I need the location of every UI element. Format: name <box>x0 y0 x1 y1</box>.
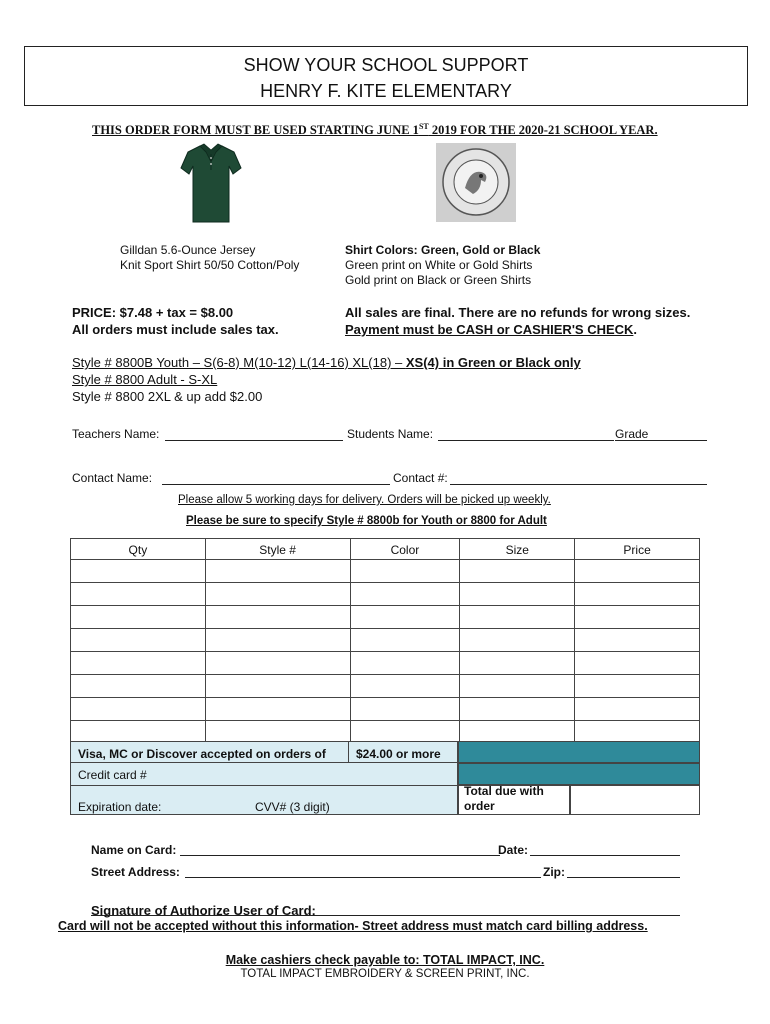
payable-note: Make cashiers check payable to: TOTAL IMPACT, INC. <box>225 953 545 967</box>
color-cell[interactable] <box>350 629 460 652</box>
size-cell[interactable] <box>460 606 575 629</box>
shirt-colors-title: Shirt Colors: Green, Gold or Black <box>345 243 541 257</box>
qty-cell[interactable] <box>71 583 206 606</box>
price-line-2: All orders must include sales tax. <box>72 322 279 337</box>
header-size: Size <box>460 539 575 560</box>
total-label <box>464 784 544 814</box>
price-cell[interactable] <box>575 583 700 606</box>
table-row <box>71 698 700 721</box>
visa-cell-divider <box>348 741 349 763</box>
product-description <box>120 243 299 273</box>
table-row <box>71 583 700 606</box>
contact-number-label: Contact #: <box>393 471 448 485</box>
price-line-1: PRICE: $7.48 + tax = $8.00 <box>72 305 234 320</box>
zip-label: Zip: <box>543 865 565 879</box>
students-label: Students Name: <box>347 427 434 441</box>
title-line-2: HENRY F. KITE ELEMENTARY <box>260 81 512 101</box>
title-line-1: SHOW YOUR SCHOOL SUPPORT <box>243 55 529 75</box>
qty-cell[interactable] <box>71 629 206 652</box>
style-list <box>72 354 581 405</box>
signature-field[interactable] <box>91 915 680 916</box>
color-cell[interactable] <box>350 583 460 606</box>
grade-label: Grade <box>615 427 649 441</box>
name-on-card-field[interactable] <box>180 855 500 856</box>
table-header-row <box>71 539 700 560</box>
size-cell[interactable] <box>460 629 575 652</box>
header-style: Style # <box>205 539 350 560</box>
total-line-1: Total due with <box>464 784 544 798</box>
style-youth-sizes: Style # 8800B Youth – S(6-8) M(10-12) L(14-16) XL(18) – <box>72 355 406 370</box>
style-cell[interactable] <box>205 629 350 652</box>
zip-field[interactable] <box>567 877 680 878</box>
style-youth-xs: XS(4) in Green or Black only <box>405 355 581 370</box>
shirt-colors-line-3: Gold print on Black or Green Shirts <box>345 273 532 287</box>
table-row <box>71 652 700 675</box>
size-cell[interactable] <box>460 698 575 721</box>
price-cell[interactable] <box>575 629 700 652</box>
company-name: TOTAL IMPACT EMBROIDERY & SCREEN PRINT, INC. <box>240 968 530 980</box>
school-logo <box>436 143 516 222</box>
polo-shirt-image <box>180 142 242 224</box>
style-2xl: Style # 8800 2XL & up add $2.00 <box>72 389 263 404</box>
color-cell[interactable] <box>350 652 460 675</box>
contact-name-field[interactable] <box>162 484 390 485</box>
signature-label: Signature of Authorize User of Card: <box>91 903 316 918</box>
street-address-field[interactable] <box>185 877 541 878</box>
color-cell[interactable] <box>350 675 460 698</box>
terms-block <box>345 304 690 338</box>
table-row <box>71 606 700 629</box>
total-line-2: order <box>464 799 495 813</box>
shirt-colors <box>345 243 540 288</box>
card-warning: Card will not be accepted without this information- Street address must match card billing address. <box>58 919 648 933</box>
teachers-label: Teachers Name: <box>72 427 160 441</box>
header-color: Color <box>350 539 460 560</box>
size-cell[interactable] <box>460 583 575 606</box>
date-label: Date: <box>498 843 529 857</box>
terms-line-1: All sales are final. There are no refunds for wrong sizes. <box>345 305 691 320</box>
table-row <box>71 629 700 652</box>
product-line-1: Gilldan 5.6-Ounce Jersey <box>120 243 256 257</box>
style-cell[interactable] <box>205 675 350 698</box>
qty-cell[interactable] <box>71 652 206 675</box>
price-cell[interactable] <box>575 652 700 675</box>
header-price: Price <box>575 539 700 560</box>
credit-card-label: Credit card # <box>78 768 147 782</box>
qty-cell[interactable] <box>71 675 206 698</box>
table-row <box>71 675 700 698</box>
price-cell[interactable] <box>575 606 700 629</box>
school-logo-graphic <box>437 144 515 221</box>
style-adult: Style # 8800 Adult - S-XL <box>72 372 218 387</box>
total-amount-field[interactable] <box>570 785 700 815</box>
style-cell[interactable] <box>205 560 350 583</box>
size-cell[interactable] <box>460 560 575 583</box>
color-cell[interactable] <box>350 698 460 721</box>
delivery-note: Please allow 5 working days for delivery. Orders will be picked up weekly. <box>178 494 551 506</box>
price-cell[interactable] <box>575 675 700 698</box>
title-box <box>24 46 748 106</box>
notice-sup: ST <box>418 122 429 131</box>
visa-minimum: $24.00 or more <box>356 747 441 761</box>
street-address-label: Street Address: <box>91 865 180 879</box>
price-block <box>72 304 279 338</box>
expiration-label: Expiration date: <box>78 800 162 814</box>
qty-cell[interactable] <box>71 698 206 721</box>
notice-text <box>92 122 658 138</box>
contact-number-field[interactable] <box>450 484 707 485</box>
qty-cell[interactable] <box>71 606 206 629</box>
payment-method: Payment must be CASH or CASHIER'S CHECK <box>345 322 634 337</box>
header-qty: Qty <box>71 539 206 560</box>
teal-block-1 <box>458 741 700 763</box>
terms-line-2 <box>345 321 690 338</box>
teachers-name-field[interactable] <box>165 440 343 441</box>
order-table <box>70 538 700 744</box>
style-youth <box>72 354 581 371</box>
specify-note: Please be sure to specify Style # 8800b for Youth or 8800 for Adult <box>186 515 547 527</box>
price-cell[interactable] <box>575 560 700 583</box>
qty-cell[interactable] <box>71 560 206 583</box>
visa-text: Visa, MC or Discover accepted on orders of <box>78 747 326 761</box>
cvv-label: CVV# (3 digit) <box>255 800 330 814</box>
size-cell[interactable] <box>460 652 575 675</box>
notice-pre: THIS ORDER FORM MUST BE USED STARTING JUNE 1 <box>92 123 419 138</box>
product-line-2: Knit Sport Shirt 50/50 Cotton/Poly <box>120 258 300 272</box>
size-cell[interactable] <box>460 675 575 698</box>
credit-divider-1 <box>70 762 458 763</box>
price-cell[interactable] <box>575 698 700 721</box>
style-cell[interactable] <box>205 652 350 675</box>
shirt-colors-line-2: Green print on White or Gold Shirts <box>345 258 533 272</box>
name-on-card-label: Name on Card: <box>91 843 177 857</box>
style-cell[interactable] <box>205 698 350 721</box>
style-cell[interactable] <box>205 606 350 629</box>
contact-label: Contact Name: <box>72 471 153 485</box>
notice-post: 2019 FOR THE 2020-21 SCHOOL YEAR. <box>428 123 658 138</box>
terms-period: . <box>633 322 638 337</box>
style-cell[interactable] <box>205 583 350 606</box>
color-cell[interactable] <box>350 560 460 583</box>
grade-field[interactable] <box>615 440 707 441</box>
students-name-field[interactable] <box>438 440 614 441</box>
date-field[interactable] <box>530 855 680 856</box>
color-cell[interactable] <box>350 606 460 629</box>
teal-block-2 <box>458 763 700 785</box>
credit-divider-2 <box>70 785 458 786</box>
table-row <box>71 560 700 583</box>
